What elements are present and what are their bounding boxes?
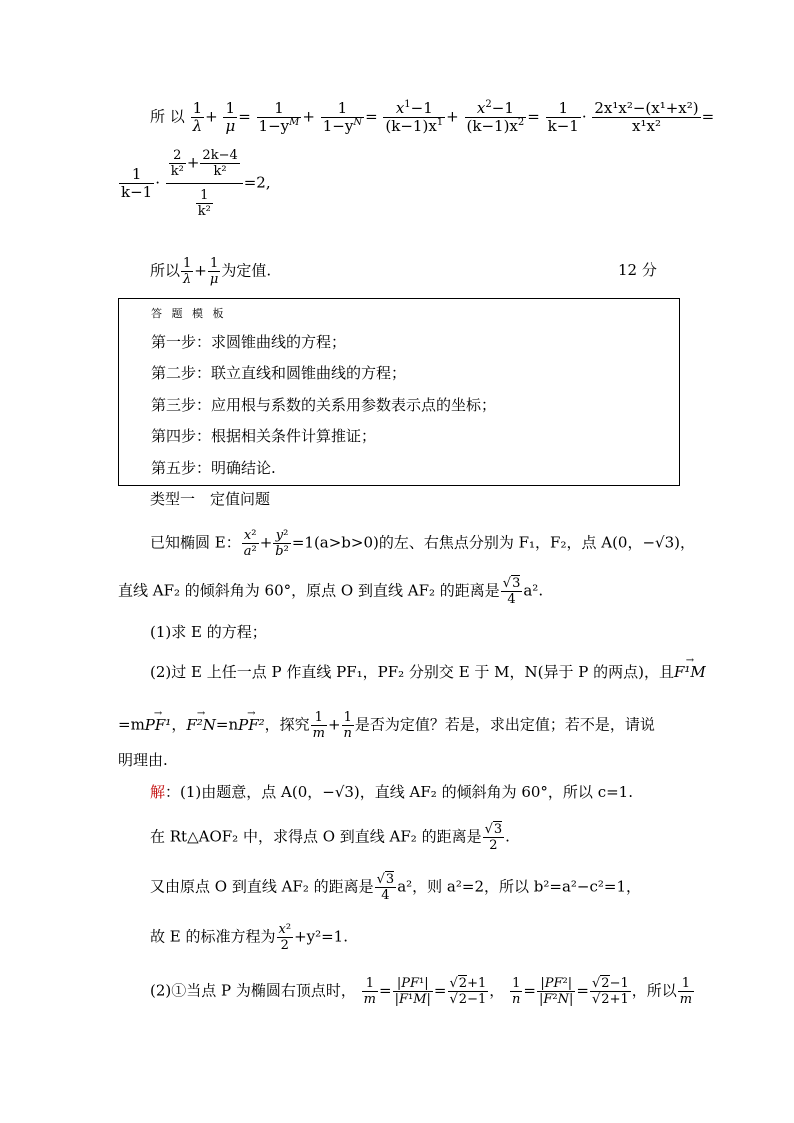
template-title: 答 题 模 板 xyxy=(151,307,227,320)
equation-line-2: $\frac{1}{k-1}$ · $\frac{2}{\text{k²}}$ + $\frac{2k-4}{\text{k²}}$ $\frac{1}{\text{k²}}$ =2, xyxy=(121,148,271,219)
frac-sqrt3-over-2: $\frac{√3}{2}$ xyxy=(484,822,503,853)
solution-label: 解 xyxy=(150,783,166,801)
result-equals-2: =2, xyxy=(243,173,271,192)
frac-pf2-f2n: $\frac{\text{|PF²|}}{\text{|F²N|}}$ xyxy=(539,976,574,1007)
frac-2-over-k2: $\frac{2}{\text{k²}}$ xyxy=(170,148,184,179)
template-step-4: 第四步：根据相关条件计算推证； xyxy=(151,427,377,445)
frac-1-n-b: $\frac{1}{n}$ xyxy=(512,976,521,1007)
frac-1-m-b: $\frac{1}{m}$ xyxy=(363,976,376,1007)
problem-line-2: 直线 AF₂ 的倾斜角为 60°，原点 O 到直线 AF₂ 的距离是 $\frac{√3}{4}$ a². xyxy=(118,576,544,607)
frac-term-5: $\frac{1}{k-1}$ xyxy=(547,99,579,135)
template-step-1: 第一步：求圆锥曲线的方程； xyxy=(151,333,347,351)
frac-x2-a2: $\frac{\text{x²}}{\text{a²}}$ xyxy=(243,528,257,559)
solution-line-2: 在 Rt△AOF₂ 中，求得点 O 到直线 AF₂ 的距离是 $\frac{√3}{2}$ . xyxy=(150,822,510,853)
frac-y2-b2: $\frac{\text{y²}}{\text{b²}}$ xyxy=(275,528,289,559)
frac-sqrt3-over-4: $\frac{√3}{4}$ xyxy=(502,576,521,607)
question-2-line-1: (2)过 E 上任一点 P 作直线 PF₁，PF₂ 分别交 E 于 M，N(异于 P 的两点)，且→ F¹M xyxy=(150,662,706,682)
compound-fraction: $\frac{2}{\text{k²}}$ + $\frac{2k-4}{\text{k²}}$ $\frac{1}{\text{k²}}$ xyxy=(166,148,243,219)
equation-line-3: 所以 $\frac{1}{\lambda}$ + $\frac{1}{\mu}$ 为定值. xyxy=(150,256,272,287)
frac-1-over-k-1: $\frac{1}{k-1}$ xyxy=(121,165,153,201)
frac-1-over-k2: $\frac{1}{\text{k²}}$ xyxy=(197,188,211,219)
frac-1-mu: $\frac{1}{\mu}$ xyxy=(225,99,236,135)
text-so-yi: 所 以 xyxy=(150,107,185,126)
solution-line-3: 又由原点 O 到直线 AF₂ 的距离是 $\frac{√3}{4}$ a²，则 a²=2，所以 b²=a²−c²=1， xyxy=(150,872,641,903)
frac-1-lambda: $\frac{1}{\lambda}$ xyxy=(192,99,203,135)
template-step-2: 第二步：联立直线和圆锥曲线的方程； xyxy=(151,364,407,382)
frac-sqrt2m1-sqrt2p1: $\frac{√2-1}{√2+1}$ xyxy=(591,976,629,1007)
answer-template-box xyxy=(118,298,680,486)
frac-x2-over-2: $\frac{\text{x²}}{2}$ xyxy=(278,922,292,953)
question-2-line-2: =m→ PF¹，→ F²N=n→ PF²，探究 $\frac{1}{m}$ + $\frac{1}{n}$ 是否为定值？若是，求出定值；若不是，请说 xyxy=(118,710,655,741)
frac-1-mu-b: $\frac{1}{\mu}$ xyxy=(209,256,219,287)
solution-line-5: (2)①当点 P 为椭圆右顶点时， $\frac{1}{m}$ = $\frac{\text{|PF¹|}}{\text{|F¹M|}}$ = $\frac{√2+1}{√2-1}$ ， $\frac{1}{n}$ = $\frac{\text{|PF²|}}{\text{|F²N|}}$ = $\frac{√2-1}{√2+1}$ ，所以 $\frac{1}{m}$ xyxy=(150,976,693,1007)
solution-line-4: 故 E 的标准方程为 $\frac{\text{x²}}{2}$ +y²=1. xyxy=(150,922,348,953)
frac-1-m-c: $\frac{1}{m}$ xyxy=(679,976,693,1007)
frac-1-n: $\frac{1}{n}$ xyxy=(343,710,352,741)
frac-2k-4-over-k2: $\frac{2k-4}{\text{k²}}$ xyxy=(202,148,238,179)
question-2-line-3: 明理由. xyxy=(118,751,168,769)
frac-1-m: $\frac{1}{m}$ xyxy=(312,710,325,741)
solution-line-1: 解：(1)由题意，点 A(0，−√3)，直线 AF₂ 的倾斜角为 60°，所以 c=1. xyxy=(150,783,633,801)
frac-sqrt2p1-sqrt2m1: $\frac{√2+1}{√2-1}$ xyxy=(449,976,487,1007)
question-1: (1)求 E 的方程； xyxy=(150,623,267,641)
frac-sqrt3-over-4-b: $\frac{√3}{4}$ xyxy=(376,872,395,903)
frac-term-6: $\frac{\text{2x¹x²−(x¹+x²)}}{\text{x¹x²}}$ xyxy=(594,99,699,135)
frac-term-4: $\frac{x^2-1}{(k-1)x^2}$ xyxy=(466,99,525,135)
frac-pf1-f1m: $\frac{\text{|PF¹|}}{\text{|F¹M|}}$ xyxy=(394,976,431,1007)
template-step-3: 第三步：应用根与系数的关系用参数表示点的坐标； xyxy=(151,396,497,414)
frac-term-2: $\frac{1}{1-y^N}$ xyxy=(322,99,363,135)
problem-line-1: 已知椭圆 E： $\frac{\text{x²}}{\text{a²}}$ + $\frac{\text{y²}}{\text{b²}}$ =1(a>b>0)的左、右焦点分别为 F₁，F₂，点 A(0，−√3)， xyxy=(150,528,695,559)
template-step-5: 第五步：明确结论. xyxy=(151,459,276,477)
score-label: 12 分 xyxy=(618,261,657,279)
equation-line-1: 所 以 $\frac{1}{\lambda}$ + $\frac{1}{\mu}$ = $\frac{1}{1-y^M}$ + $\frac{1}{1-y^N}$ = $\frac{x^1-1}{(k-1)x^1}$ + $\frac{x^2-1}{(k-1)x^2}$ = $\frac{1}{k-1}$ · $\frac{\text{2x¹x²−(x¹+x²)}}{\text{x¹x²}}$ = xyxy=(150,99,715,135)
type-heading: 类型一 定值问题 xyxy=(150,490,271,508)
frac-term-3: $\frac{x^1-1}{(k-1)x^1}$ xyxy=(385,99,444,135)
frac-1-lambda-b: $\frac{1}{\lambda}$ xyxy=(183,256,192,287)
frac-term-1: $\frac{1}{1-y^M}$ xyxy=(258,99,300,135)
